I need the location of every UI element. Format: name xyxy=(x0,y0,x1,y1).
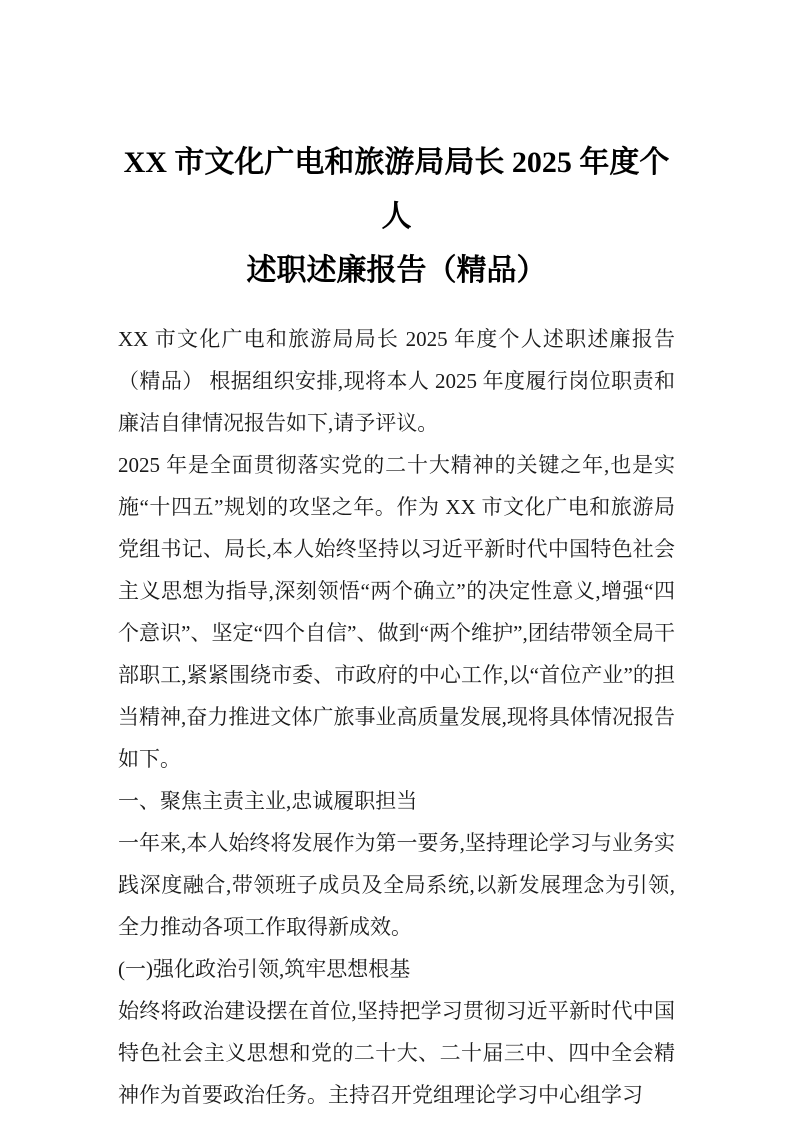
document-body xyxy=(118,318,675,1116)
document-title-line-2: 述职述廉报告（精品） xyxy=(246,254,547,288)
document-title xyxy=(118,136,675,298)
paragraph-overview: 2025 年是全面贯彻落实党的二十大精神的关键之年,也是实施“十四五”规划的攻坚之年。作为 XX 市文化广电和旅游局党组书记、局长,本人始终坚持以习近平新时代中国特色社会主义思想为指导,深刻领悟“两个确立”的决定性意义,增强“四个意识”、坚定“四个自信”、做到“两个维护”,团结带领全局干部职工,紧紧围绕市委、市政府的中心工作,以“首位产业”的担当精神,奋力推进文体广旅事业高质量发展,现将具体情况报告如下。 xyxy=(118,453,675,772)
document-title-line-1: XX 市文化广电和旅游局局长 2025 年度个人 xyxy=(123,146,670,234)
section-heading-1: 一、聚焦主责主业,忠诚履职担当 xyxy=(118,789,418,814)
subsection-heading-1-1: (一)强化政治引领,筑牢思想根基 xyxy=(118,957,411,982)
paragraph-subsection-1-1: 始终将政治建设摆在首位,坚持把学习贯彻习近平新时代中国特色社会主义思想和党的二十大、二十届三中、四中全会精神作为首要政治任务。主持召开党组理论学习中心组学习 xyxy=(118,999,675,1108)
paragraph-section-1-intro: 一年来,本人始终将发展作为第一要务,坚持理论学习与业务实践深度融合,带领班子成员及全局系统,以新发展理念为引领,全力推动各项工作取得新成效。 xyxy=(118,831,675,940)
paragraph-intro: XX 市文化广电和旅游局局长 2025 年度个人述职述廉报告（精品） 根据组织安排,现将本人 2025 年度履行岗位职责和廉洁自律情况报告如下,请予评议。 xyxy=(118,327,675,436)
